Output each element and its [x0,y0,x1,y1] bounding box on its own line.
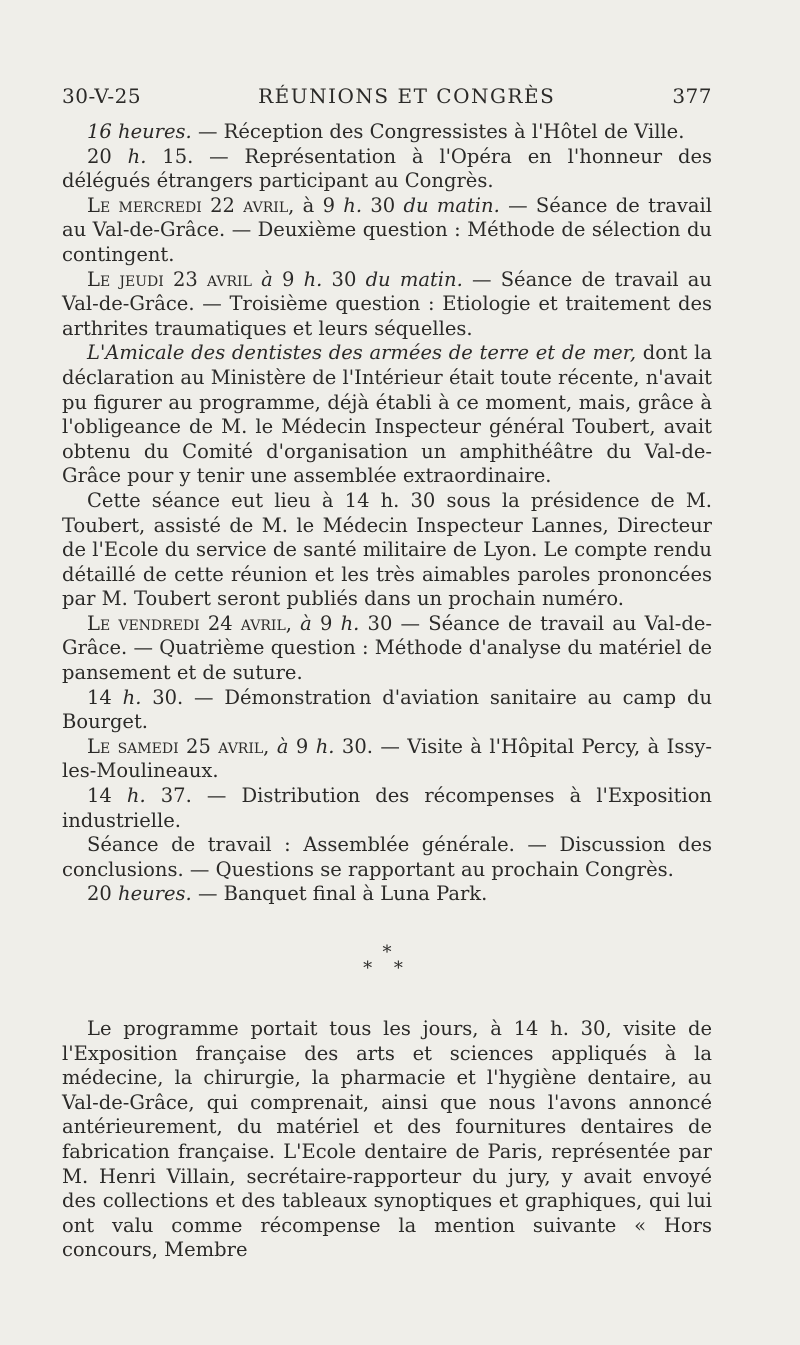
paragraph [62,194,712,268]
smallcaps-text: Le mercredi 22 avril [87,193,289,217]
text: 20 [87,144,128,168]
paragraph [62,735,712,784]
text: Séance de travail : Assemblée générale. — Discussion des conclusions. — Questions se rapportant au prochain Congrès. [62,833,712,881]
text: Cette séance eut lieu à 14 h. 30 sous la présidence de M. Toubert, assisté de M. le Médecin Inspecteur Lannes, Directeur de l'Ecole du service de santé militaire de Lyon. Le compte rendu détaillé de cette réunion et les très aimables paroles prononcées par M. Toubert seront publiés dans un prochain numéro. [62,488,712,611]
header-date: 30-V-25 [62,84,142,108]
asterism-top: * [382,942,392,963]
text: , à 9 [288,193,344,217]
text: 9 [288,734,316,758]
paragraph [62,120,712,145]
text: 30 [322,267,366,291]
smallcaps-text: Le samedi 25 avril [87,734,264,758]
text: , [263,734,277,758]
paragraph [62,145,712,194]
text [252,268,261,291]
italic-text: à [300,611,312,635]
paragraph [62,268,712,342]
italic-text: h. [340,611,360,635]
text: 30. — Visite à l'Hôpital Percy, à Issy-les-Moulineaux. [62,734,712,783]
italic-text: h. [126,784,146,808]
page [62,84,712,1263]
text: , [285,611,301,635]
header-title: RÉUNIONS ET CONGRÈS [258,84,556,108]
paragraph [62,882,712,907]
running-header [62,84,712,108]
text: 14 [87,784,127,808]
italic-text: L'Amicale des dentistes des armées de terre et de mer, [87,341,637,365]
paragraph [62,341,712,489]
paragraph [62,686,712,735]
paragraph [62,489,712,612]
italic-text: à [276,734,289,758]
text: — Banquet final à Luna Park. [191,882,488,906]
italic-text: h. [343,193,363,217]
italic-text: à [261,267,273,291]
text: 30. — Démonstration d'aviation sanitaire au camp du Bourget. [62,685,713,734]
italic-text: du matin. [403,193,500,217]
schedule-paragraphs [62,120,712,907]
smallcaps-text: Le jeudi 23 avril [87,267,252,291]
italic-text: 16 heures. [87,120,192,143]
text: 14 [87,685,123,709]
paragraph [62,784,712,833]
paragraph [62,612,712,686]
text: 30 — Séance de travail au Val-de-Grâce. — Quatrième question : Méthode d'analyse du matériel de pansement et de suture. [62,611,712,685]
italic-text: h. [303,267,323,291]
italic-text: h. [127,144,147,168]
italic-text: heures. [118,882,192,906]
smallcaps-text: Le vendredi 24 avril [87,611,286,635]
text: 9 [272,267,304,291]
paragraph [62,833,712,882]
asterism-separator [62,942,712,979]
closing-paragraph: Le programme portait tous les jours, à 14 h. 30, visite de l'Exposition française des arts et sciences appliqués à la médecine, la chirurgie, la pharmacie et l'hygiène dentaire, au Val-de-Grâce, qui comprenait, ainsi que nous l'avons annoncé antérieurement, du matériel et des fournitures dentaires de fabrication française. L'Ecole dentaire de Paris, représentée par M. Henri Villain, secrétaire-rapporteur du jury, y avait envoyé des collections et des tableaux synoptiques et graphiques, qui lui ont valu comme récompense la mention suivante « Hors concours, Membre [62,1017,712,1262]
text: dont la déclaration au Ministère de l'Intérieur était toute récente, n'avait pu figurer au programme, déjà établi à ce moment, mais, grâce à l'obligeance de M. le Médecin Inspecteur général Toubert, avait obtenu du Comité d'organisation un amphithéâtre du Val-de-Grâce pour y tenir une assemblée extraordinaire. [62,341,712,488]
text: 15. — Représentation à l'Opéra en l'honneur des délégués étrangers participant au Congrès. [62,144,712,193]
asterism-bottom: * * [363,958,411,979]
italic-text: du matin. [365,267,463,291]
text: 30 [362,193,404,217]
text: — Réception des Congressistes à l'Hôtel de Ville. [191,120,685,143]
text: — Séance de travail au Val-de-Grâce. — Deuxième question : Méthode de sélection du contingent. [62,193,713,266]
page-number: 377 [672,84,712,108]
italic-text: h. [122,685,142,709]
text: 9 [311,611,341,635]
text: — Séance de travail au Val-de-Grâce. — Troisième question : Etiologie et traitement des arthrites traumatiques et leurs séquelles. [62,267,712,340]
text: 20 [87,882,119,906]
italic-text: h. [315,734,335,758]
text: 37. — Distribution des récompenses à l'Exposition industrielle. [62,784,712,832]
